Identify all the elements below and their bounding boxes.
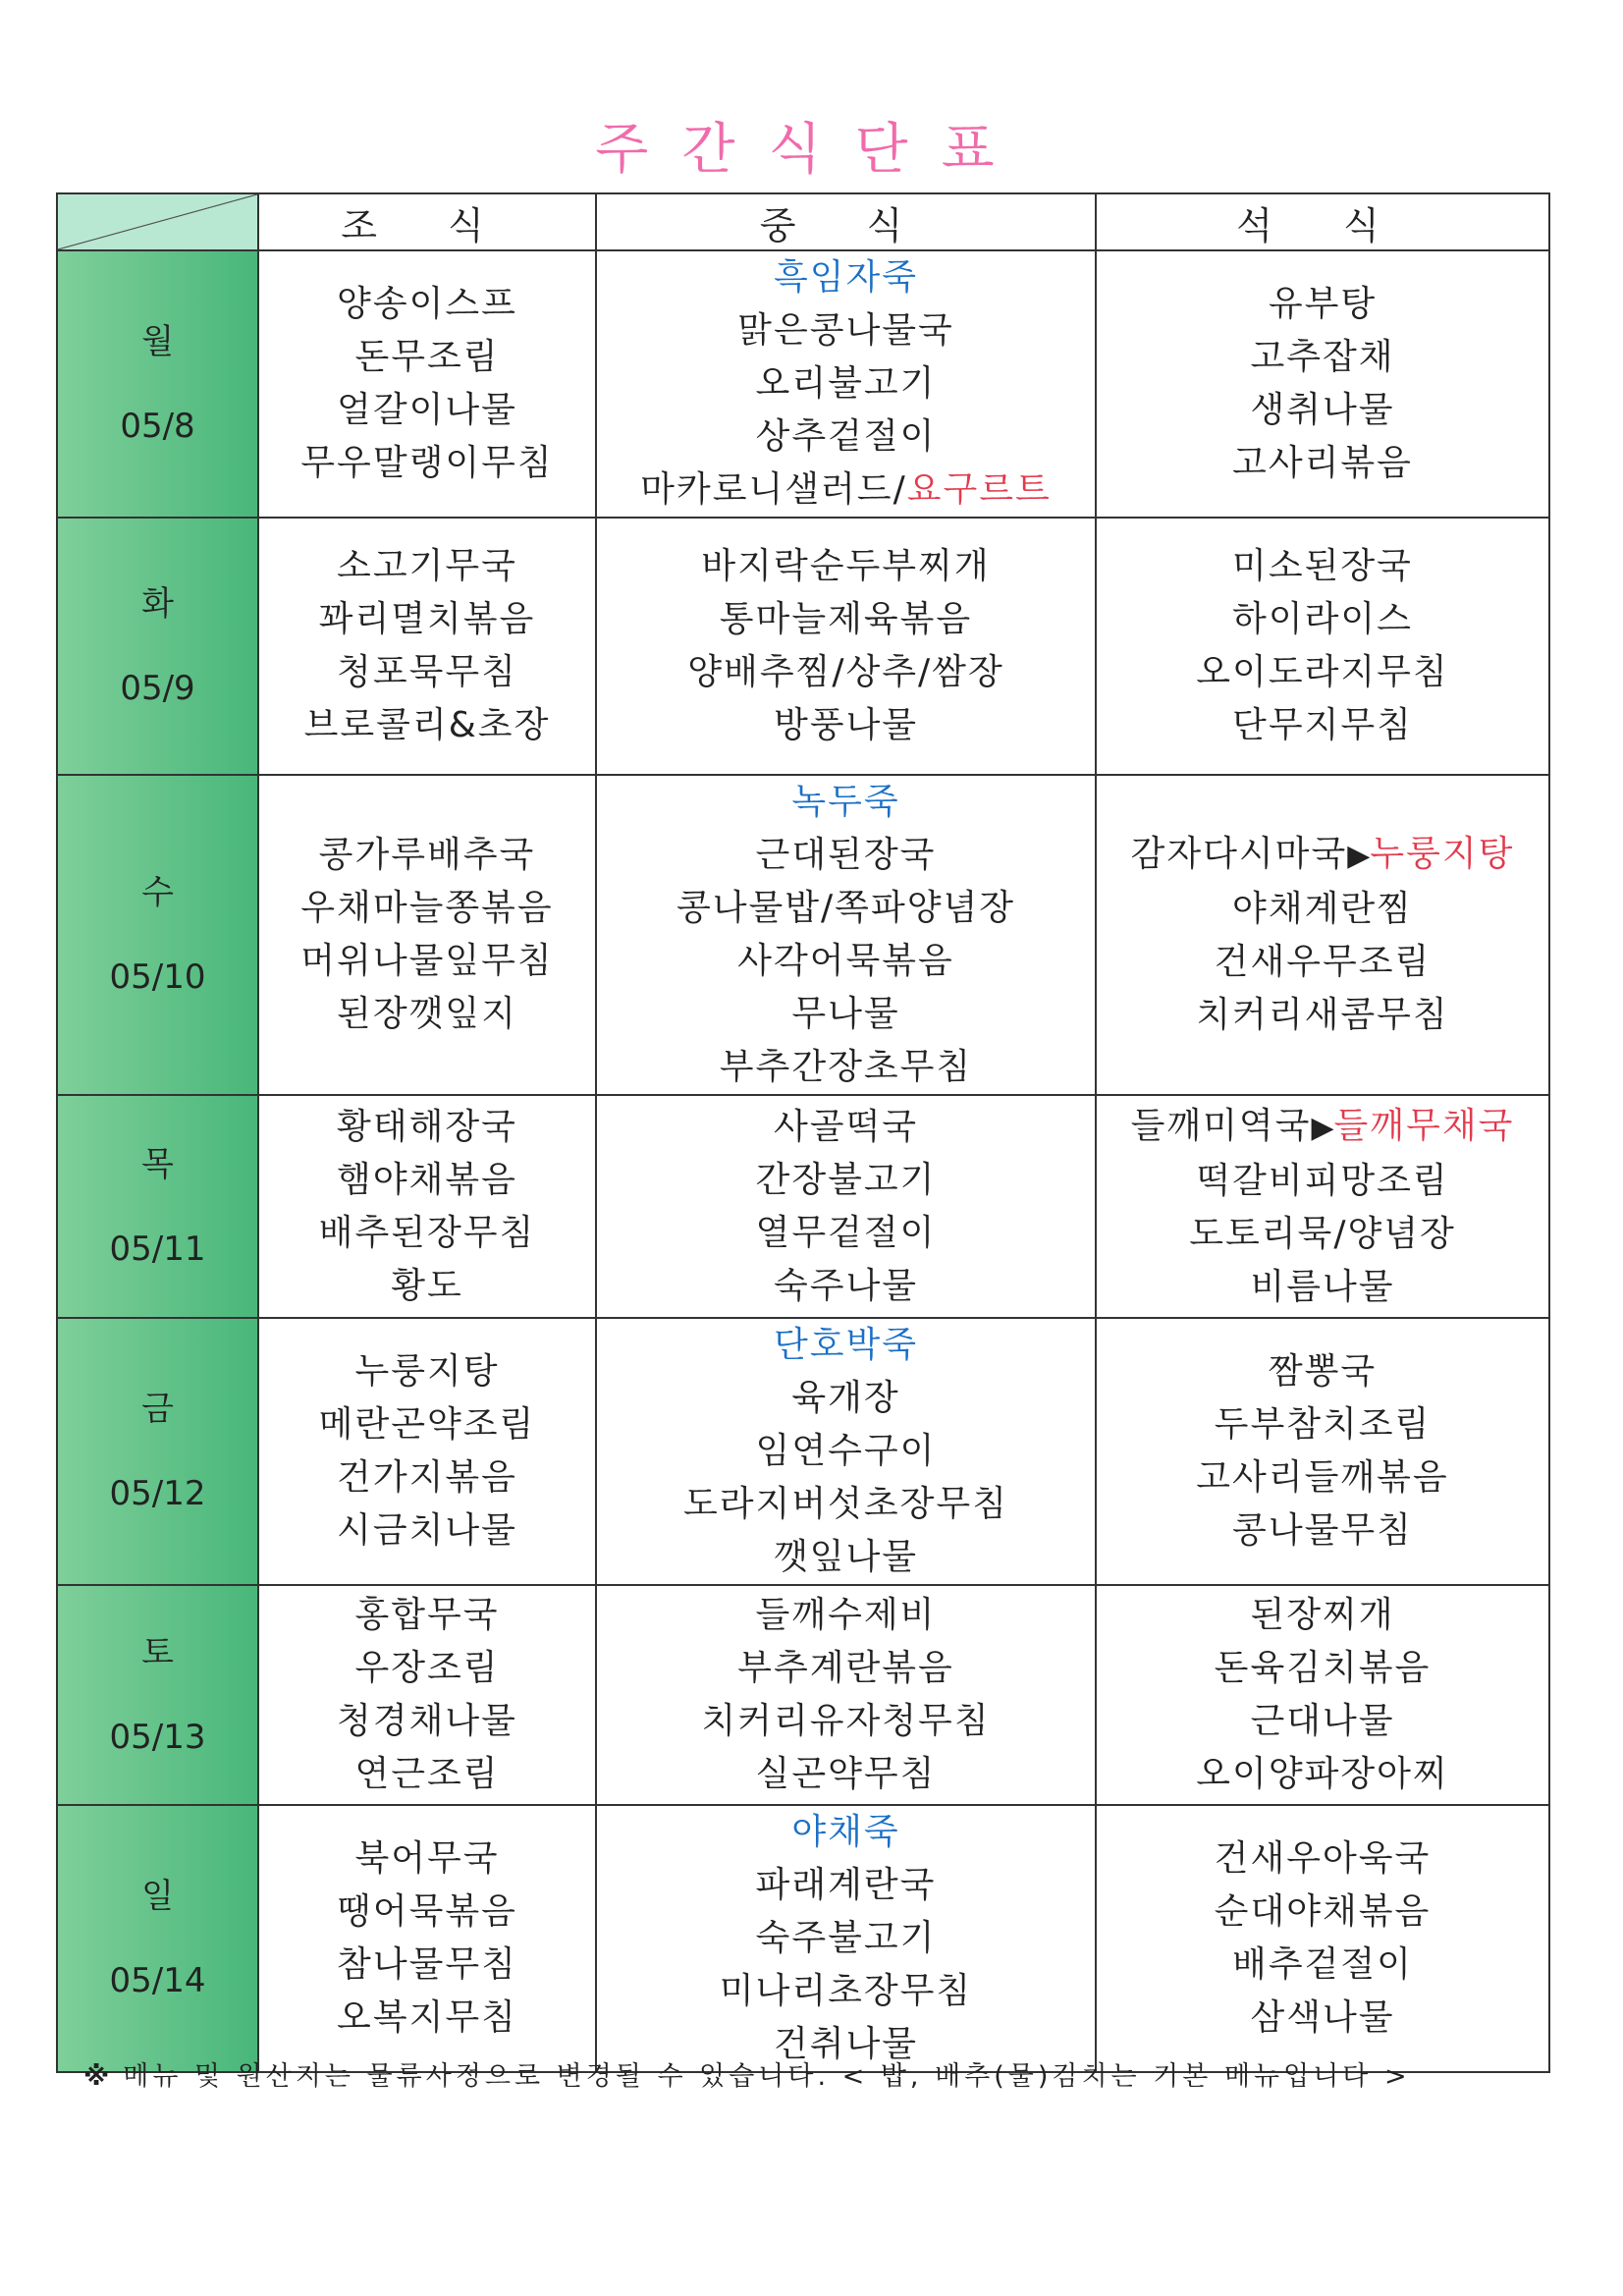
dinner-cell	[1096, 518, 1549, 775]
menu-item: 연근조림	[354, 1754, 500, 1794]
day-date: 05/11	[109, 1229, 206, 1269]
day-row-sun	[57, 1805, 1549, 2072]
weekly-menu-table	[56, 192, 1550, 2073]
breakfast-cell	[258, 1805, 596, 2072]
day-name: 일	[141, 1877, 174, 1916]
menu-item: 된장깻잎지	[337, 994, 517, 1034]
menu-item: 근대나물	[1250, 1701, 1395, 1741]
menu-item: 얼갈이나물	[337, 390, 517, 430]
day-cell	[57, 518, 258, 775]
menu-item: 콩나물무침	[1232, 1510, 1413, 1551]
breakfast-cell	[258, 250, 596, 518]
menu-item: 열무겉절이	[755, 1212, 937, 1253]
menu-item: 우장조림	[354, 1648, 500, 1688]
lunch-cell	[596, 1318, 1096, 1585]
breakfast-cell	[258, 775, 596, 1095]
arrow-right-icon: ▶	[1311, 1110, 1334, 1145]
day-name: 목	[141, 1144, 174, 1184]
menu-item-combo	[1097, 828, 1548, 883]
breakfast-cell	[258, 1585, 596, 1805]
menu-item: 무우말랭이무침	[300, 443, 554, 483]
menu-item: 참나물무침	[337, 1944, 517, 1985]
menu-item: 홍합무국	[354, 1595, 500, 1635]
menu-item-extra: 요구르트	[906, 469, 1052, 510]
menu-item: 건가지볶음	[337, 1457, 517, 1498]
menu-item: 배추된장무침	[318, 1212, 536, 1253]
dinner-cell	[1096, 1318, 1549, 1585]
menu-item: 된장찌개	[1250, 1595, 1395, 1635]
menu-item: 북어무국	[354, 1838, 500, 1879]
menu-item: 황태해장국	[337, 1106, 517, 1147]
menu-item-alt: 들깨무채국	[1333, 1105, 1515, 1146]
menu-item: 야채계란찜	[1232, 889, 1413, 929]
menu-item: 비름나물	[1250, 1266, 1395, 1307]
day-name: 토	[141, 1633, 174, 1672]
lunch-cell	[596, 250, 1096, 518]
menu-item: 삼색나물	[1250, 1997, 1395, 2038]
menu-item: 우채마늘쫑볶음	[300, 888, 554, 928]
menu-item: 누룽지탕	[354, 1351, 500, 1392]
menu-item: 건새우아욱국	[1214, 1838, 1432, 1879]
menu-item: 상추겉절이	[755, 416, 937, 457]
menu-item: 단무지무침	[1232, 705, 1413, 745]
menu-item: 고사리들깨볶음	[1196, 1457, 1449, 1498]
menu-item: 오리불고기	[755, 363, 937, 404]
lunch-cell	[596, 518, 1096, 775]
menu-item: 파래계란국	[755, 1865, 937, 1905]
porridge-item: 녹두죽	[791, 782, 900, 822]
menu-item: 깻잎나물	[773, 1537, 919, 1577]
day-row-mon	[57, 250, 1549, 518]
lunch-cell	[596, 1095, 1096, 1318]
day-cell	[57, 1805, 258, 2072]
menu-item: 유부탕	[1268, 284, 1378, 324]
day-name: 월	[141, 322, 174, 361]
menu-item: 순대야채볶음	[1214, 1891, 1432, 1932]
menu-item: 부추계란볶음	[737, 1648, 954, 1688]
menu-item: 바지락순두부찌개	[701, 546, 991, 586]
menu-item: 숙주나물	[773, 1265, 919, 1306]
menu-item: 청포묵무침	[337, 652, 517, 692]
menu-item: 무나물	[791, 994, 900, 1034]
menu-item: 맑은콩나물국	[737, 310, 954, 351]
menu-item: 오이양파장아찌	[1196, 1754, 1449, 1794]
menu-item: 시금치나물	[337, 1510, 517, 1551]
menu-item: 부추간장초무침	[719, 1047, 973, 1087]
menu-item: 미나리초장무침	[719, 1971, 973, 2011]
page-title: 주간식단표	[595, 118, 1028, 182]
dinner-cell	[1096, 775, 1549, 1095]
day-row-fri	[57, 1318, 1549, 1585]
footnote	[83, 2054, 1411, 2093]
menu-item: 오이도라지무침	[1196, 652, 1449, 692]
header-dinner: 석 식	[1096, 193, 1549, 250]
day-date: 05/13	[109, 1718, 206, 1757]
menu-item: 브로콜리&초장	[303, 705, 551, 745]
menu-item: 치커리유자청무침	[701, 1701, 991, 1741]
menu-item: 건취나물	[773, 2024, 919, 2064]
menu-item: 돈육김치볶음	[1214, 1648, 1432, 1688]
header-row	[57, 193, 1549, 250]
reference-mark-icon: ※	[83, 2061, 114, 2092]
day-date: 05/12	[109, 1474, 206, 1513]
header-breakfast: 조 식	[258, 193, 596, 250]
menu-item: 땡어묵볶음	[337, 1891, 517, 1932]
menu-item: 방풍나물	[773, 705, 919, 745]
dinner-cell	[1096, 1585, 1549, 1805]
lunch-cell	[596, 1805, 1096, 2072]
menu-item: 미소된장국	[1232, 546, 1413, 586]
menu-item: 사각어묵볶음	[737, 941, 954, 981]
header-lunch: 중 식	[596, 193, 1096, 250]
menu-item: 실곤약무침	[755, 1754, 937, 1794]
breakfast-cell	[258, 1095, 596, 1318]
menu-item: 양송이스프	[337, 284, 517, 324]
day-row-sat	[57, 1585, 1549, 1805]
dinner-cell	[1096, 1095, 1549, 1318]
menu-item: 콩나물밥/쪽파양념장	[676, 888, 1016, 928]
day-date: 05/8	[120, 407, 195, 446]
menu-item: 콩가루배추국	[318, 835, 536, 875]
menu-item: 육개장	[791, 1378, 900, 1418]
menu-item: 치커리새콤무침	[1196, 995, 1449, 1035]
menu-item: 들깨미역국	[1130, 1105, 1312, 1146]
menu-item: 근대된장국	[755, 835, 937, 875]
menu-item: 도토리묵/양념장	[1189, 1213, 1456, 1254]
breakfast-cell	[258, 1318, 596, 1585]
menu-item: 간장불고기	[755, 1159, 937, 1200]
lunch-cell	[596, 775, 1096, 1095]
day-cell	[57, 775, 258, 1095]
menu-item-combo	[597, 464, 1095, 517]
menu-item: 생취나물	[1250, 390, 1395, 430]
menu-item: 두부참치조림	[1214, 1404, 1432, 1445]
menu-item: 햄야채볶음	[337, 1159, 517, 1200]
day-date: 05/9	[120, 669, 195, 708]
menu-item: 청경채나물	[337, 1701, 517, 1741]
menu-item: 숙주불고기	[755, 1918, 937, 1958]
day-name: 수	[141, 873, 174, 912]
menu-item: 황도	[391, 1265, 463, 1306]
menu-item: 소고기무국	[337, 546, 517, 586]
day-name: 화	[141, 584, 174, 624]
menu-item: 돈무조림	[354, 337, 500, 377]
day-cell	[57, 1095, 258, 1318]
day-cell	[57, 250, 258, 518]
dinner-cell	[1096, 1805, 1549, 2072]
lunch-cell	[596, 1585, 1096, 1805]
breakfast-cell	[258, 518, 596, 775]
day-row-tue	[57, 518, 1549, 775]
menu-item: 고사리볶음	[1232, 443, 1413, 483]
porridge-item: 흑임자죽	[773, 257, 919, 298]
menu-item: 머위나물잎무침	[300, 941, 554, 981]
day-date: 05/14	[109, 1961, 206, 2000]
day-cell	[57, 1585, 258, 1805]
day-name: 금	[141, 1390, 174, 1429]
menu-item: 배추겉절이	[1232, 1944, 1413, 1985]
dinner-cell	[1096, 250, 1549, 518]
day-row-thu	[57, 1095, 1549, 1318]
menu-item: 떡갈비피망조림	[1196, 1160, 1449, 1201]
menu-item: 메란곤약조림	[318, 1404, 536, 1445]
menu-item-alt: 누룽지탕	[1370, 834, 1515, 874]
menu-item-combo	[1097, 1100, 1548, 1155]
menu-item: 통마늘제육볶음	[719, 599, 973, 639]
menu-item: 건새우무조림	[1214, 942, 1432, 982]
menu-item: 고추잡채	[1250, 337, 1395, 377]
menu-item: 꽈리멸치볶음	[318, 599, 536, 639]
day-date: 05/10	[109, 957, 206, 997]
day-cell	[57, 1318, 258, 1585]
menu-item: 감자다시마국	[1130, 834, 1348, 874]
menu-item: 임연수구이	[755, 1431, 937, 1471]
day-row-wed	[57, 775, 1549, 1095]
menu-item: 오복지무침	[337, 1997, 517, 2038]
menu-item: 도라지버섯초장무침	[683, 1484, 1008, 1524]
menu-item: 양배추찜/상추/쌈장	[687, 652, 1004, 692]
menu-item: 들깨수제비	[755, 1595, 937, 1635]
arrow-right-icon: ▶	[1347, 839, 1371, 873]
menu-item: 하이라이스	[1232, 599, 1413, 639]
porridge-item: 야채죽	[791, 1812, 900, 1852]
menu-item: 짬뽕국	[1268, 1351, 1378, 1392]
corner-cell	[57, 193, 258, 250]
menu-item: 마카로니샐러드/	[640, 469, 907, 510]
footnote-text: 메뉴 및 원산지는 물류사정으로 변경될 수 있습니다. < 밥, 배추(물)김치는 기본 메뉴입니다 >	[123, 2061, 1411, 2092]
menu-item: 사골떡국	[773, 1106, 919, 1147]
porridge-item: 단호박죽	[773, 1325, 919, 1365]
